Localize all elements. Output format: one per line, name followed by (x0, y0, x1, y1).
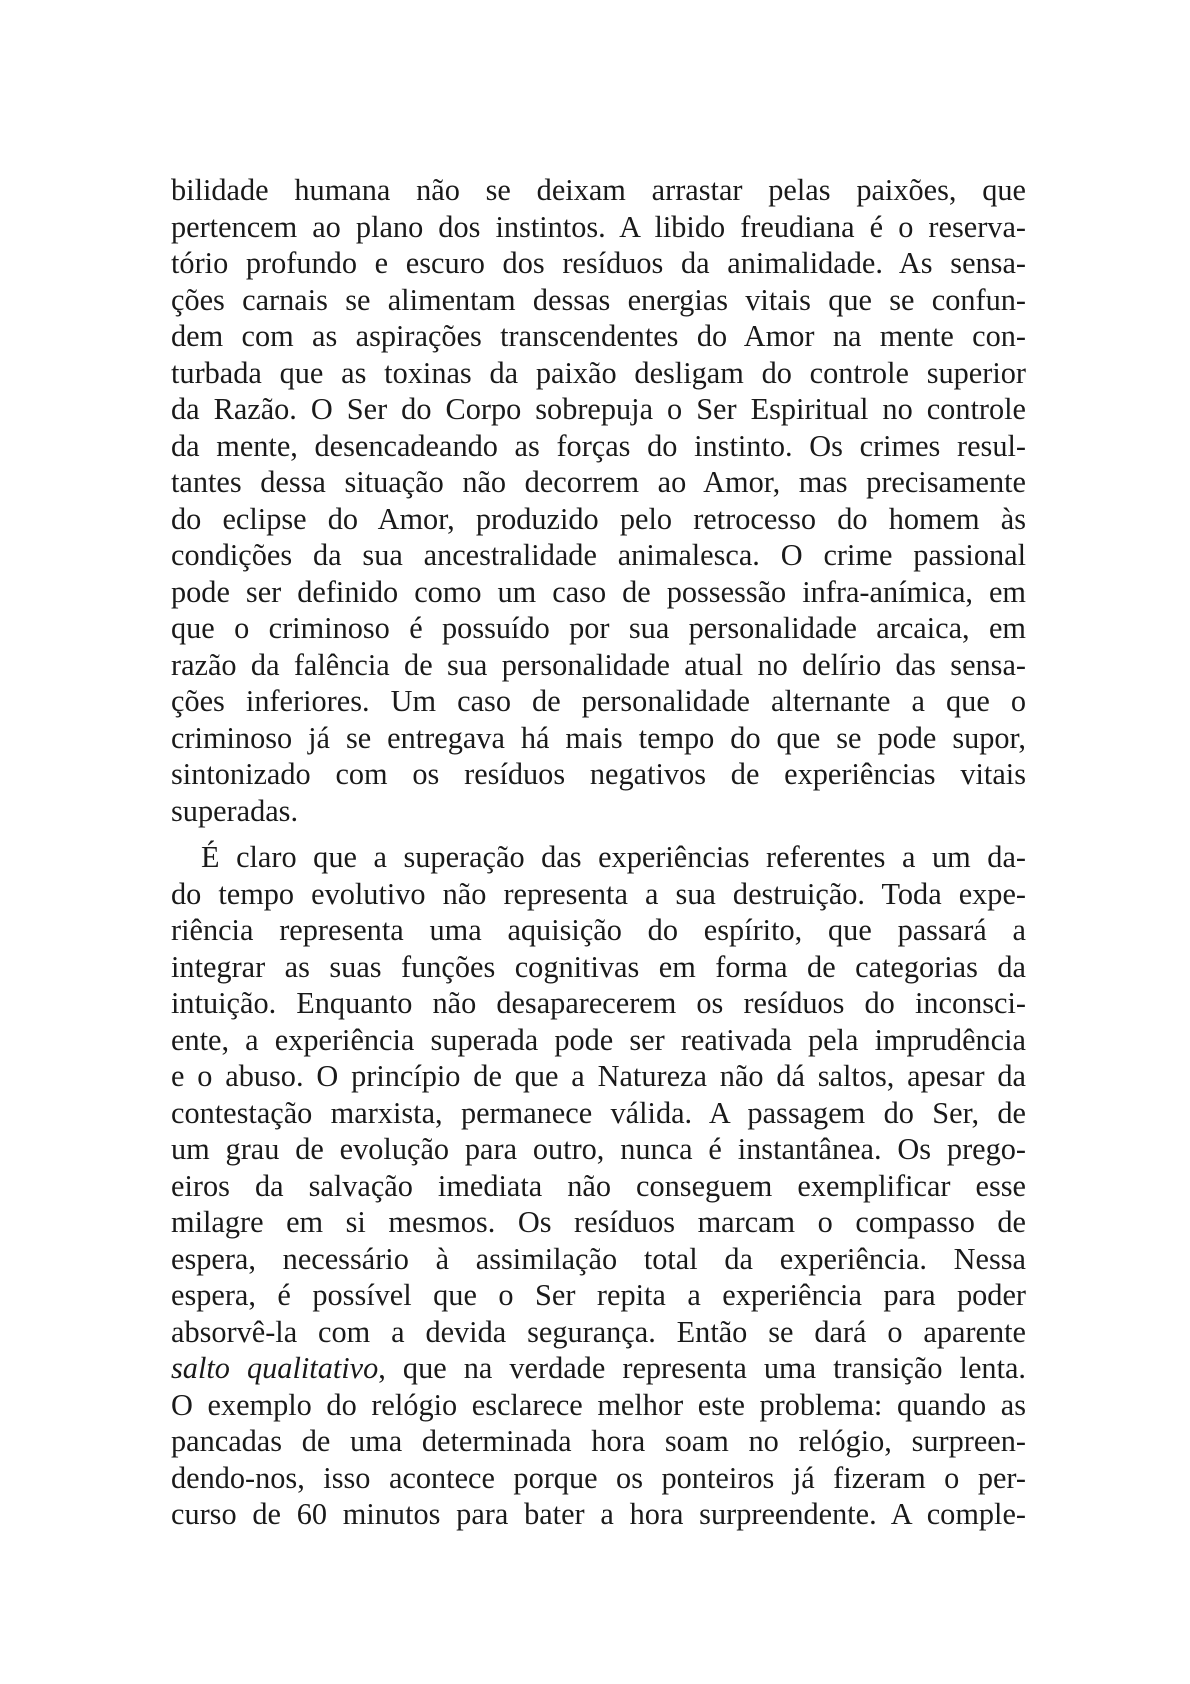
text-line: da mente, desencadeando as forças do instinto. Os crimes resul- (171, 428, 1026, 463)
text-line: que o criminoso é possuído por sua personalidade arcaica, em (171, 611, 1026, 645)
text-line: contestação marxista, permanece válida. A passagem do Ser, de (171, 1095, 1026, 1130)
text-line: riência representa uma aquisição do espírito, que passará a (171, 913, 1026, 947)
text-line: da Razão. O Ser do Corpo sobrepuja o Ser Espiritual no controle (171, 392, 1026, 426)
text-line-with-italic (171, 1350, 1026, 1387)
text-line: absorvê-la com a devida segurança. Então se dará o aparente (171, 1314, 1026, 1349)
book-page-body (171, 172, 1026, 1533)
text-fragment: , que na verdade representa uma transição lenta. (378, 1351, 1027, 1385)
text-line: ções inferiores. Um caso de personalidade alternante a que o (171, 684, 1026, 718)
text-line: e o abuso. O princípio de que a Natureza não dá saltos, apesar da (171, 1059, 1026, 1093)
text-line: pode ser definido como um caso de possessão infra-anímica, em (171, 574, 1026, 609)
text-line: pancadas de uma determinada hora soam no relógio, surpreen- (171, 1424, 1026, 1458)
text-line: eiros da salvação imediata não conseguem exemplificar esse (171, 1168, 1026, 1203)
text-line: dendo-nos, isso acontece porque os ponteiros já fizeram o per- (171, 1460, 1026, 1495)
text-line: bilidade humana não se deixam arrastar pelas paixões, que (171, 173, 1026, 207)
paragraph-1 (171, 172, 1026, 829)
text-line: do eclipse do Amor, produzido pelo retrocesso do homem às (171, 501, 1026, 536)
text-line: tantes dessa situação não decorrem ao Amor, mas precisamente (171, 465, 1026, 499)
text-line: milagre em si mesmos. Os resíduos marcam o compasso de (171, 1205, 1026, 1239)
text-line: tório profundo e escuro dos resíduos da animalidade. As sensa- (171, 246, 1026, 280)
text-line: turbada que as toxinas da paixão desligam do controle superior (171, 355, 1026, 390)
text-line: pertencem ao plano dos instintos. A libido freudiana é o reserva- (171, 209, 1026, 244)
text-line: espera, é possível que o Ser repita a experiência para poder (171, 1278, 1026, 1312)
text-line: É claro que a superação das experiências referentes a um da- (201, 840, 1026, 874)
text-line: espera, necessário à assimilação total da experiência. Nessa (171, 1241, 1026, 1276)
text-line: do tempo evolutivo não representa a sua destruição. Toda expe- (171, 876, 1026, 911)
text-line: curso de 60 minutos para bater a hora surpreendente. A comple- (171, 1497, 1026, 1531)
text-line: dem com as aspirações transcendentes do Amor na mente con- (171, 319, 1026, 353)
paragraph-2 (171, 839, 1026, 1533)
text-line: razão da falência de sua personalidade atual no delírio das sensa- (171, 647, 1026, 682)
italic-term: salto qualitativo (171, 1351, 379, 1385)
text-line: ente, a experiência superada pode ser reativada pela imprudência (171, 1022, 1026, 1057)
text-line: superadas. (171, 793, 299, 828)
text-line: intuição. Enquanto não desaparecerem os resíduos do inconsci- (171, 986, 1026, 1020)
text-line: criminoso já se entregava há mais tempo do que se pode supor, (171, 720, 1026, 755)
text-line: um grau de evolução para outro, nunca é instantânea. Os prego- (171, 1132, 1026, 1166)
text-line: sintonizado com os resíduos negativos de experiências vitais (171, 757, 1026, 791)
text-line: O exemplo do relógio esclarece melhor este problema: quando as (171, 1387, 1026, 1422)
text-line: ções carnais se alimentam dessas energias vitais que se confun- (171, 282, 1026, 317)
text-line: integrar as suas funções cognitivas em forma de categorias da (171, 949, 1026, 984)
text-line: condições da sua ancestralidade animalesca. O crime passional (171, 538, 1026, 572)
